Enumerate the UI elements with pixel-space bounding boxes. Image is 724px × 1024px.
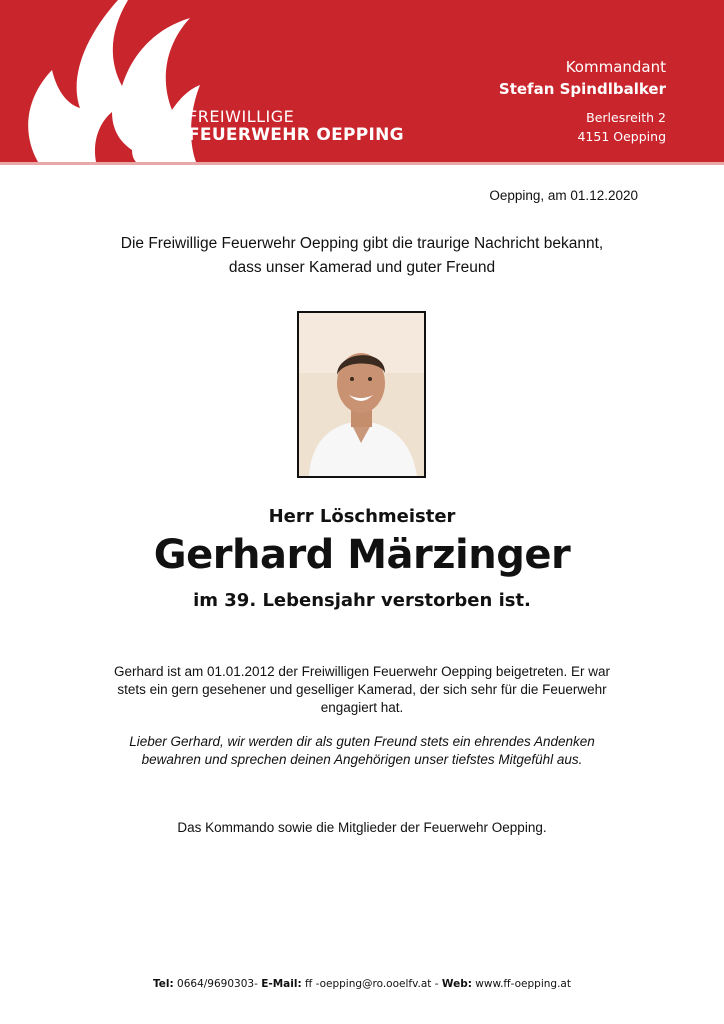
header-divider <box>0 162 724 165</box>
tel-value[interactable]: 0664/9690303- <box>177 978 258 990</box>
body-line-2: stets ein gern gesehener und geselliger Kamerad, der sich sehr für die Feuerwehr <box>117 682 607 697</box>
deceased-name: Gerhard Märzinger <box>153 532 571 578</box>
org-name-line2: FEUERWEHR OEPPING <box>188 125 404 146</box>
quote-line-1: Lieber Gerhard, wir werden dir als guten Freund stets ein ehrendes Andenken <box>129 734 595 749</box>
address-street: Berlesreith 2 <box>586 110 666 125</box>
organization-name <box>188 108 404 146</box>
commander-name: Stefan Spindlbalker <box>498 80 666 98</box>
intro-line-2: dass unser Kamerad und guter Freund <box>228 259 496 276</box>
intro-line-1: Die Freiwillige Feuerwehr Oepping gibt die traurige Nachricht bekannt, <box>120 235 604 252</box>
condolence-quote <box>90 733 634 769</box>
age-line: im 39. Lebensjahr verstorben ist. <box>193 590 531 611</box>
web-value[interactable]: www.ff-oepping.at <box>475 978 571 990</box>
letterhead-banner <box>0 0 724 162</box>
email-label: E-Mail: <box>261 978 302 990</box>
web-label: Web: <box>441 978 472 990</box>
commander-title: Kommandant <box>565 58 666 76</box>
tel-label: Tel: <box>153 978 174 990</box>
body-line-1: Gerhard ist am 01.01.2012 der Freiwilligen Feuerwehr Oepping beigetreten. Er war <box>113 664 610 679</box>
portrait-image <box>299 313 424 476</box>
flame-icon <box>0 0 210 162</box>
date-line: Oepping, am 01.12.2020 <box>489 188 638 203</box>
address-city: 4151 Oepping <box>577 129 666 144</box>
deceased-rank: Herr Löschmeister <box>268 506 456 527</box>
org-name-line1: FREIWILLIGE <box>188 107 295 126</box>
intro-text <box>60 232 664 280</box>
body-paragraph <box>90 663 634 717</box>
closing-line: Das Kommando sowie die Mitglieder der Feuerwehr Oepping. <box>177 820 547 835</box>
body-line-3: engagiert hat. <box>320 700 404 715</box>
portrait-photo <box>297 311 426 478</box>
email-value[interactable]: ff -oepping@ro.ooelfv.at - <box>305 978 439 990</box>
quote-line-2: bewahren und sprechen deinen Angehörigen unser tiefstes Mitgefühl aus. <box>141 752 583 767</box>
commander-block <box>499 58 666 146</box>
contact-footer <box>0 978 724 990</box>
